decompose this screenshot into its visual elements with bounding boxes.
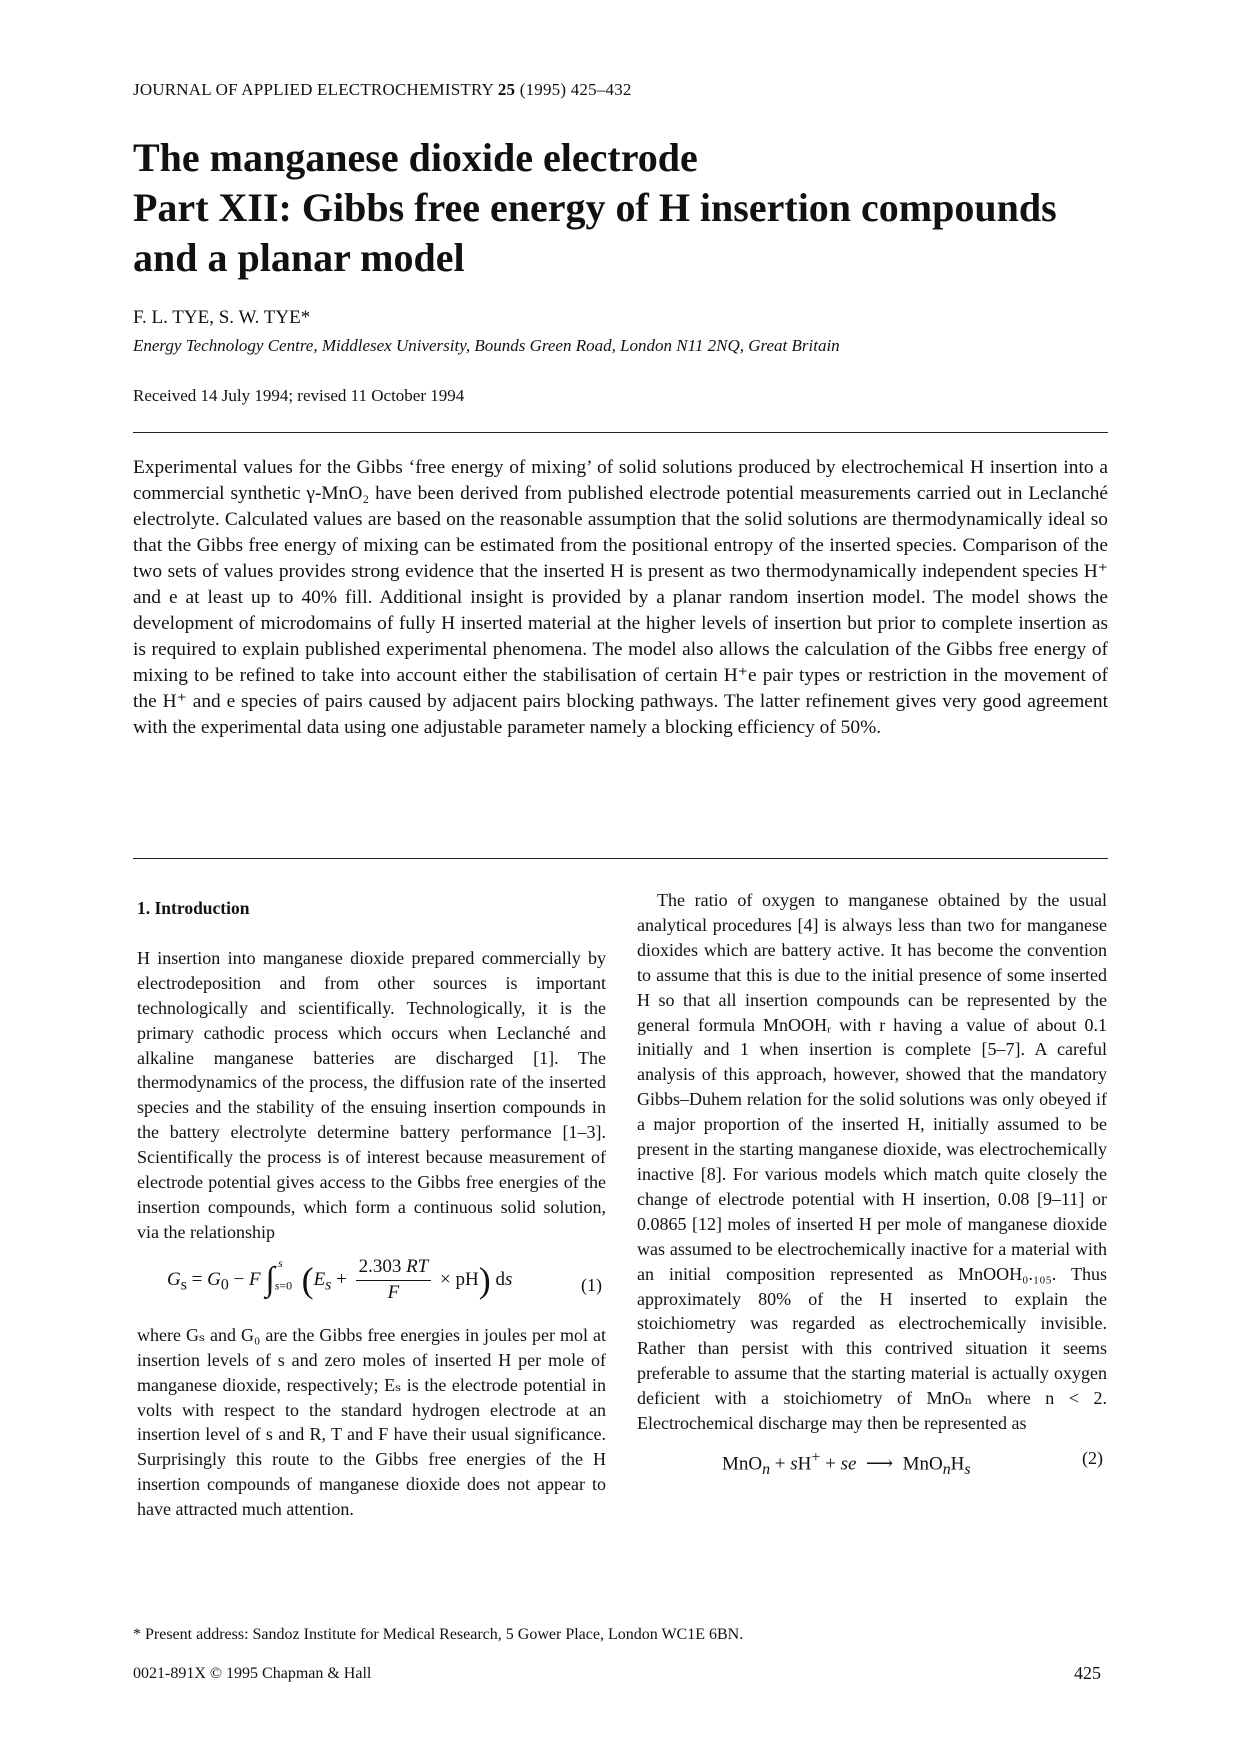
page-number: 425 bbox=[1074, 1663, 1101, 1683]
footnote: * Present address: Sandoz Institute for Medical Research, 5 Gower Place, London WC1E 6BN. bbox=[133, 1626, 744, 1643]
received-date: Received 14 July 1994; revised 11 October 1994 bbox=[133, 386, 465, 405]
title-line-2: Part XII: Gibbs free energy of H insertion compounds bbox=[133, 185, 1057, 230]
title-line-3: and a planar model bbox=[133, 235, 465, 280]
journal-name: JOURNAL OF APPLIED ELECTROCHEMISTRY bbox=[133, 80, 494, 99]
equation-2 bbox=[637, 1436, 1107, 1480]
equation-2-body: MnO$_n$ + sH+ + se ⟶ $MnO_nH_s$ bbox=[722, 1448, 971, 1479]
equation-1 bbox=[137, 1245, 606, 1323]
top-rule bbox=[133, 432, 1108, 433]
equation-2-number: (2) bbox=[1082, 1447, 1103, 1468]
affiliation: Energy Technology Centre, Middlesex University, Bounds Green Road, London N11 2NQ, Great Britain bbox=[133, 336, 840, 355]
journal-volume: 25 bbox=[497, 80, 516, 99]
right-column bbox=[637, 888, 1107, 1480]
equation-1-number: (1) bbox=[581, 1274, 602, 1295]
section-heading: 1. Introduction bbox=[137, 898, 250, 918]
paper-title bbox=[133, 133, 1133, 283]
issn-copyright: 0021-891X © 1995 Chapman & Hall bbox=[133, 1665, 372, 1682]
abstract: Experimental values for the Gibbs ‘free energy of mixing’ of solid solutions produced by electrochemical H insertion into a commercial synthetic γ-MnO₂ have been derived from published electrode potential measurements carried out in Leclanché electrolyte. Calculated values are based on the reasonable assumption that the solid solutions are thermodynamically ideal so that the Gibbs free energy of mixing can be estimated from the positional entropy of the inserted species. Comparison of the two sets of values provides strong evidence that the inserted H is present as two thermodynamically independent species H⁺ and e at least up to 40% fill. Additional insight is provided by a planar random insertion model. The model shows the development of microdomains of fully H inserted material at the higher levels of insertion but prior to complete insertion as is required to explain published experimental phenomena. The model also allows the calculation of the Gibbs free energy of mixing to be refined to take into account either the stabilisation of certain H⁺e pair types or restriction in the movement of the H⁺ and e species of pairs caused by adjacent pairs blocking pathways. The latter refinement gives very good agreement with the experimental data using one adjustable parameter namely a blocking efficiency of 50%. bbox=[133, 457, 1108, 738]
title-line-1: The manganese dioxide electrode bbox=[133, 135, 698, 180]
bottom-rule bbox=[133, 858, 1108, 859]
intro-paragraph-2: where Gₛ and G₀ are the Gibbs free energies in joules per mol at insertion levels of s and zero moles of inserted H per mole of manganese dioxide, respectively; Eₛ is the electrode potential in volts with respect to the standard hydrogen electrode at an insertion level of s and R, T and F have their usual significance. Surprisingly this route to the Gibbs free energies of the H insertion compounds of manganese dioxide does not appear to have attracted much attention. bbox=[137, 1324, 606, 1520]
intro-paragraph-1: H insertion into manganese dioxide prepared commercially by electrodeposition and from other sources is important technologically and scientifically. Technologically, it is the primary cathodic process which occurs when Leclanché and alkaline manganese batteries are discharged [1]. The thermodynamics of the process, the diffusion rate of the inserted species and the stability of the ensuing insertion compounds in the battery electrolyte determine battery performance [1–3]. Scientifically the process is of interest because measurement of electrode potential gives access to the Gibbs free energies of the insertion compounds, which form a continuous solid solution, via the relationship bbox=[137, 947, 606, 1242]
left-column bbox=[137, 896, 606, 1522]
equation-1-body: $G_s = G_0 - F$ $\int_{s=0}^s$ ($E_s$ + $\frac{2.303 RT}{F}$ × pH) ds bbox=[167, 1255, 513, 1303]
journal-header bbox=[133, 80, 632, 100]
authors: F. L. TYE, S. W. TYE* bbox=[133, 307, 311, 328]
intro-paragraph-3: The ratio of oxygen to manganese obtained by the usual analytical procedures [4] is always less than two for manganese dioxides which are battery active. It has become the convention to assume that this is due to the initial presence of some inserted H so that all insertion compounds can be represented by the general formula MnOOHᵣ with r having a value of about 0.1 initially and 1 when insertion is complete [5–7]. A careful analysis of this approach, however, showed that the mandatory Gibbs–Duhem relation for the solid solutions was only obeyed if a major proportion of the inserted H, initially assumed to be present in the starting manganese dioxide, was electrochemically inactive [8]. For various models which match quite closely the change of electrode potential with H insertion, 0.08 [9–11] or 0.0865 [12] moles of inserted H per mole of manganese dioxide was assumed to be electrochemically inactive for a material with an initial composition represented as MnOOH₀.₁₀₅. Thus approximately 80% of the H inserted to explain the stoichiometry was regarded as electrochemically invisible. Rather than persist with this contrived situation it seems preferable to assume that the starting material is actually oxygen deficient with a stoichiometry of MnOₙ where n < 2. Electrochemical discharge may then be represented as bbox=[637, 890, 1107, 1434]
journal-year-pages: (1995) 425–432 bbox=[519, 80, 632, 99]
